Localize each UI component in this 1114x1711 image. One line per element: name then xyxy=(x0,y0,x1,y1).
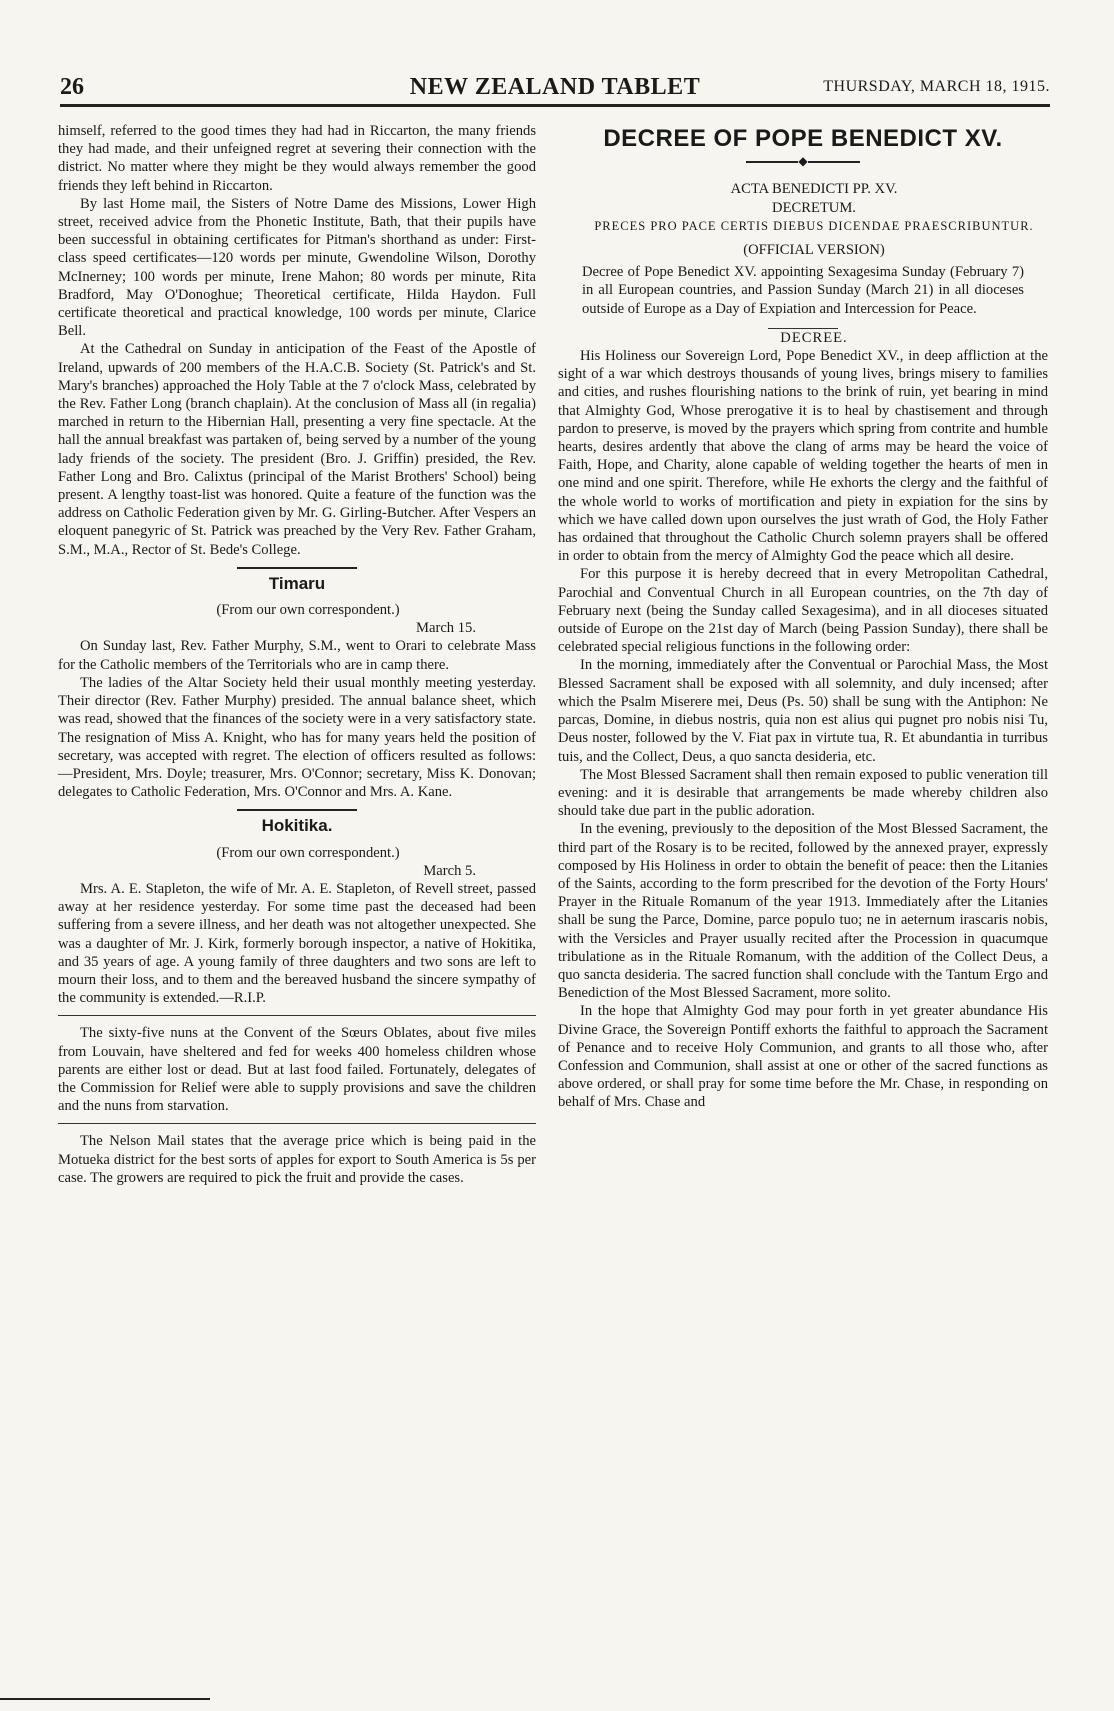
correspondent-note: (From our own correspondent.) xyxy=(216,844,400,861)
section-divider xyxy=(237,567,357,569)
page-header xyxy=(60,74,1050,107)
preces-heading: PRECES PRO PACE CERTIS DIEBUS DICENDAE PRAESCRIBUNTUR. xyxy=(594,218,1034,233)
footer-rule xyxy=(0,1698,210,1700)
dateline: March 15. xyxy=(416,620,476,637)
article-paragraph: For this purpose it is hereby decreed that in every Metropolitan Cathedral, Parochial and Conventual Church in all European countries, on the 7th day of February next (being the Sunday called Sexagesima), and in all dioceses situated outside of Europe on the 21st day of March (being Passion Sunday), there shall be celebrated special religious functions in the following order: xyxy=(558,566,1048,656)
decree-heading: DECREE. xyxy=(780,329,848,346)
article-paragraph: On Sunday last, Rev. Father Murphy, S.M., went to Orari to celebrate Mass for the Catholic members of the Territorials who are in camp there. xyxy=(58,638,536,673)
right-column xyxy=(558,122,1048,1112)
article-paragraph: His Holiness our Sovereign Lord, Pope Benedict XV., in deep affliction at the sight of a war which destroys thousands of young lives, brings misery to families and cities, and rushes flourishing nations to the brink of ruin, yet bearing in mind that Almighty God, Whose prerogative it is to heal by chastisement and through pardon to preserve, is moved by the prayers which spring from contrite and humble hearts, desires ardently that above the clang of arms may be heard the voice of Faith, Hope, and Charity, alone capable of welding together the hearts of men in one mind and one spirit. Therefore, while He exhorts the clergy and the faithful of the whole world to works of mortification and piety in expiation for the sins by which we have called down upon ourselves the just wrath of God, the Holy Father has ordained that throughout the Catholic Church solemn prayers shall be offered in order to obtain from the mercy of Almighty God the peace which all desire. xyxy=(558,348,1048,565)
version-note: (OFFICIAL VERSION) xyxy=(743,242,885,259)
article-paragraph: By last Home mail, the Sisters of Notre Dame des Missions, Lower High street, received advice from the Phonetic Institute, Bath, that their pupils have been successful in obtaining certificates for Pitman's shorthand as under: First-class speed certificates—120 words per minute, Gwendoline Wilson, Dorothy McInerney; 100 words per minute, Irene Mahon; 80 words per minute, Rita Bradford, May O'Donoghue; Theoretical certificate, Hilda Haydon. Full certificate theoretical and practical knowledge, 100 words per minute, Clarice Bell. xyxy=(58,195,536,340)
article-paragraph: himself, referred to the good times they had had in Riccarton, the many friends they had made, and their unfeigned regret at severing their connection with the district. No matter where they might be they would always remember the good friends they left behind in Riccarton. xyxy=(58,123,536,194)
ornamental-divider xyxy=(558,152,1048,170)
decree-title: DECREE OF POPE BENEDICT XV. xyxy=(603,125,1003,152)
publication-title: NEW ZEALAND TABLET xyxy=(409,74,701,100)
decree-summary: Decree of Pope Benedict XV. appointing Sexagesima Sunday (February 7) in all European countries, and Passion Sunday (March 21) in all dioceses outside of Europe as a Day of Expiation and Intercession for Peace. xyxy=(582,264,1024,317)
page-number: 26 xyxy=(60,74,84,100)
item-divider xyxy=(58,1015,536,1016)
section-divider xyxy=(237,809,357,811)
correspondent-note: (From our own correspondent.) xyxy=(216,602,400,619)
acta-heading: ACTA BENEDICTI PP. XV. xyxy=(730,181,898,198)
article-paragraph: Mrs. A. E. Stapleton, the wife of Mr. A. E. Stapleton, of Revell street, passed away at her residence yesterday. For some time past the deceased had been suffering from a severe illness, and her death was not altogether unexpected. She was a daughter of Mr. J. Kirk, formerly borough inspector, a native of Hokitika, and 35 years of age. A young family of three daughters and two sons are left to mourn their loss, and to them and the bereaved husband the sincere sympathy of the community is extended.—R.I.P. xyxy=(58,880,536,1007)
article-paragraph: The Nelson Mail states that the average price which is being paid in the Motueka district for the best sorts of apples for export to South America is 5s per case. The growers are required to pick the fruit and provide the cases. xyxy=(58,1133,536,1186)
article-paragraph: At the Cathedral on Sunday in anticipation of the Feast of the Apostle of Ireland, upwards of 200 members of the H.A.C.B. Society (St. Patrick's and St. Mary's branches) approached the Holy Table at the 7 o'clock Mass, celebrated by the Rev. Father Long (branch chaplain). At the conclusion of Mass all (in regalia) marched in return to the Hibernian Hall, presenting a very fine spectacle. At the hall the annual breakfast was partaken of, being served by a number of the young lady friends of the society. The president (Bro. J. Griffin) presided, the Rev. Father Long and Bro. Calixtus (principal of the Marist Brothers' School) being present. A lengthy toast-list was honored. Quite a feature of the function was the address on Catholic Federation given by Mr. G. Girling-Butcher. After Vespers an eloquent panegyric of St. Patrick was preached by the Very Rev. Father Graham, S.M., M.A., Rector of St. Bede's College. xyxy=(58,341,536,558)
section-heading-timaru: Timaru xyxy=(268,573,326,593)
diamond-icon: ◆ xyxy=(798,154,808,169)
article-paragraph: In the hope that Almighty God may pour forth in yet greater abundance His Divine Grace, the Sovereign Pontiff exhorts the faithful to approach the Sacrament of Penance and to receive Holy Communion, and grants to all those who, after Confession and Communion, shall assist at one or other of the sacred functions as above ordered, or shall pray for some time before the Mr. Chase, in responding on behalf of Mrs. Chase and xyxy=(558,1003,1048,1111)
dateline: March 5. xyxy=(423,862,476,879)
article-paragraph: The ladies of the Altar Society held their usual monthly meeting yesterday. Their director (Rev. Father Murphy) presided. The annual balance sheet, which was read, showed that the finances of the society were in a very satisfactory state. The resignation of Miss A. Knight, who has for many years held the position of secretary, was accepted with regret. The election of officers resulted as follows:—President, Mrs. Doyle; treasurer, Mrs. O'Connor; secretary, Miss K. Donovan; delegates to Catholic Federation, Mrs. O'Connor and Mrs. A. Kane. xyxy=(58,674,536,801)
article-paragraph: In the morning, immediately after the Conventual or Parochial Mass, the Most Blessed Sacrament shall be exposed with all solemnity, and duly incensed; after which the Psalm Miserere mei, Deus (Ps. 50) shall be sung with the Antiphon: Ne parcas, Domine, in diebus nostris, quia non est alius qui pugnet pro nobis nisi Tu, Deus noster, followed by the V. Fiat pax in virtute tua, R. Et abundantia in turribus tuis, and the Collect, Deus, a quo sancta desideria, etc. xyxy=(558,657,1048,765)
item-divider xyxy=(58,1123,536,1124)
issue-date: THURSDAY, MARCH 18, 1915. xyxy=(823,78,1050,95)
article-paragraph: In the evening, previously to the deposition of the Most Blessed Sacrament, the third part of the Rosary is to be recited, followed by the annexed prayer, expressly composed by His Holiness in order to obtain the benefit of peace: then the Litanies of the Saints, according to the form prescribed for the devotion of the Forty Hours' Prayer in the Rituale Romanum of the year 1913. Immediately after the Litanies shall be sung the Parce, Domine, parce populo tuo; ne in aeternum irascaris nobis, with the Versicles and Prayer usually recited after the Procession in quacumque tribulatione as in the Rituale Romanum, with the addition of the Collect Deus, a quo sancta desideria. The sacred function shall conclude with the Tantum Ergo and Benediction of the Most Blessed Sacrament, more solito. xyxy=(558,821,1048,1002)
decretum-heading: DECRETUM. xyxy=(772,199,856,216)
article-paragraph: The Most Blessed Sacrament shall then remain exposed to public veneration till evening: and it is desirable that arrangements be made whereby children also should take due part in the public adoration. xyxy=(558,766,1048,820)
left-column xyxy=(58,122,536,1187)
section-heading-hokitika: Hokitika. xyxy=(261,816,333,836)
article-paragraph: The sixty-five nuns at the Convent of the Sœurs Oblates, about five miles from Louvain, have sheltered and fed for weeks 400 homeless children whose parents are either lost or dead. But at last food failed. Fortunately, delegates of the Commission for Relief were able to supply provisions and save the children and the nuns from starvation. xyxy=(58,1025,536,1115)
